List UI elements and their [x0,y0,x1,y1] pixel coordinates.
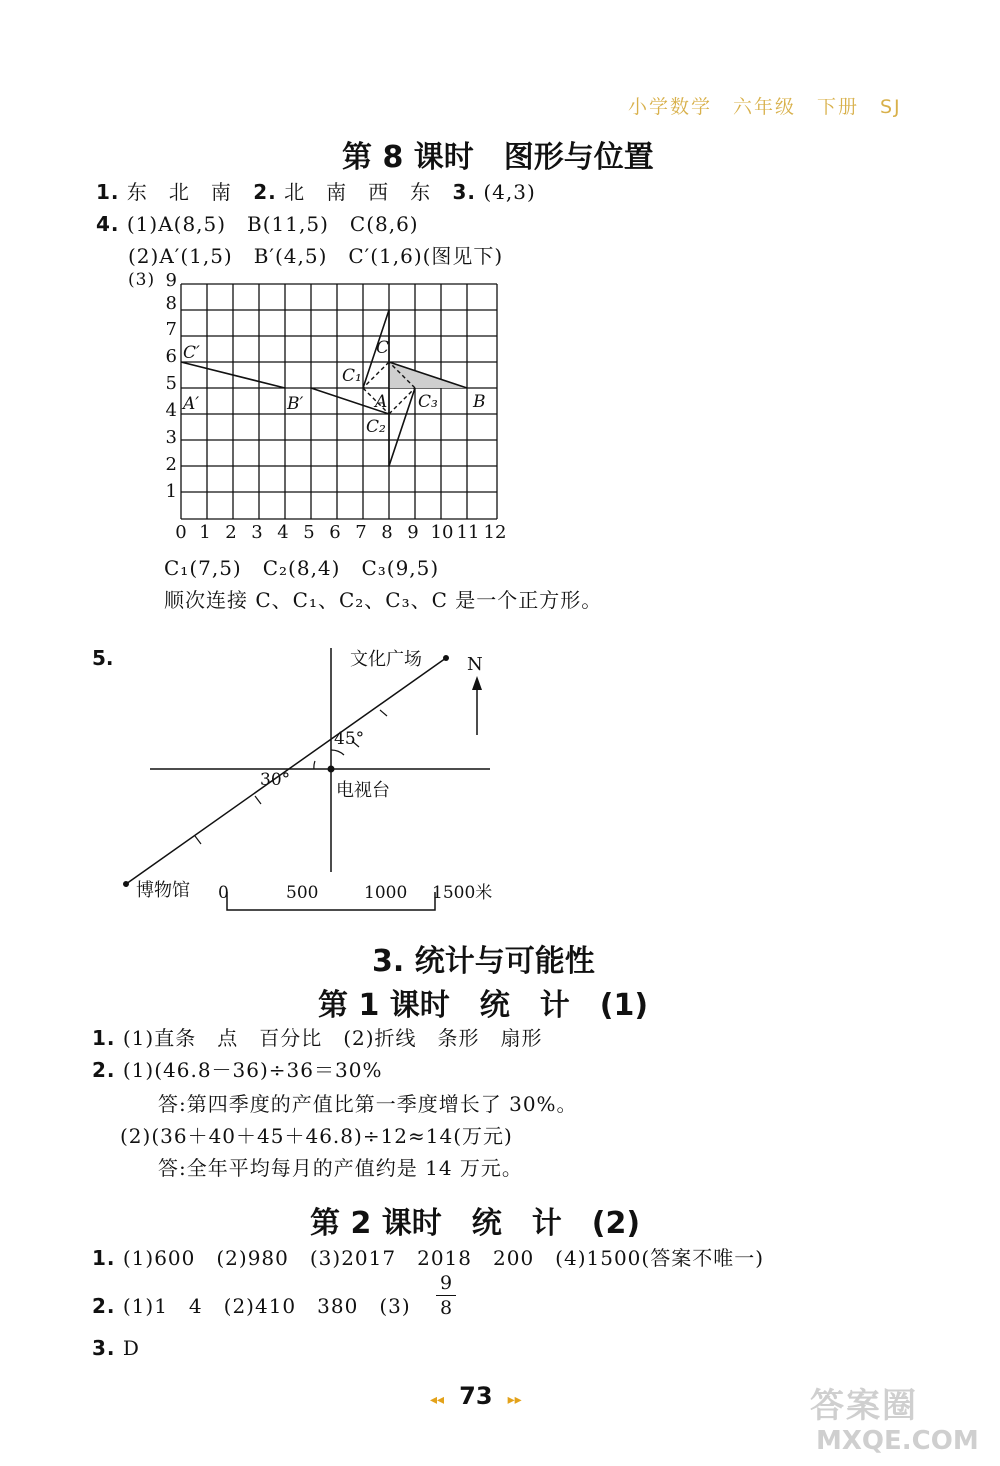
x-tick: 6 [329,522,341,543]
l1-q2-answer1: 答:第四季度的产值比第一季度增长了 30%。 [158,1092,578,1116]
label-b: B [473,392,486,412]
y-tick: 9 [165,272,177,291]
l2-q2-fraction [436,1272,456,1319]
l2-q2-number: 2. [92,1294,116,1318]
grid-lines [181,284,497,519]
x-axis-ticks [175,522,506,543]
l1-q2-part2: (2)(36＋40＋45＋46.8)÷12≈14(万元) [120,1124,513,1148]
l2-q3-answer: D [122,1336,140,1360]
l1-q2-answer2: 答:全年平均每月的产值约是 14 万元。 [158,1156,523,1180]
tv-station-point [328,766,335,773]
page-header: 小学数学 六年级 下册 SJ [628,96,902,118]
q4-conclusion: 顺次连接 C、C₁、C₂、C₃、C 是一个正方形。 [164,588,603,612]
x-tick: 5 [303,522,315,543]
y-tick: 1 [165,481,177,502]
north-label: N [467,654,483,675]
x-tick: 1 [199,522,211,543]
x-tick: 0 [175,522,187,543]
x-tick: 3 [251,522,263,543]
label-c-prime: C′ [183,343,200,363]
label-c1: C₁ [342,366,362,386]
tv-station-label: 电视台 [336,780,390,801]
coordinate-grid-figure [150,272,530,547]
x-tick: 9 [407,522,419,543]
x-tick: 12 [483,522,507,543]
q4-number: 4. [96,212,120,236]
direction-map-figure [110,640,510,925]
q4-part1: (1)A(8,5) B(11,5) C(8,6) [126,212,419,236]
label-c: C [376,338,390,358]
label-c3: C₃ [418,392,438,412]
map-axes [126,648,493,910]
q4-part3-label: (3) [128,270,156,290]
y-tick: 4 [165,400,177,421]
x-tick: 8 [381,522,393,543]
l2-q2-answer: (1)1 4 (2)410 380 (3) [122,1294,411,1318]
museum-label: 博物馆 [136,880,190,901]
page-number: 73 [459,1382,493,1410]
q1-number: 1. [96,180,120,204]
answer-line-q1-q3 [96,176,536,205]
chapter-title-statistics: 3. 统计与可能性 [372,944,595,979]
y-axis-ticks [166,272,177,502]
label-b-prime: B′ [287,394,304,414]
x-tick: 7 [355,522,367,543]
q2-number: 2. [253,180,277,204]
fraction-numerator: 9 [439,1272,453,1294]
q3-answer: (4,3) [483,180,536,204]
l1-q2-line [92,1054,382,1083]
answer-line-q4-1 [96,208,419,237]
left-arrows-icon: ◂◂ [430,1392,445,1408]
l1-q1-line [92,1022,543,1051]
north-arrow-icon [472,676,482,690]
fraction-denominator: 8 [439,1297,453,1319]
l2-q1-answer: (1)600 (2)980 (3)2017 2018 200 (4)1500(答案不唯一) [122,1246,765,1270]
l2-q1-line [92,1242,764,1271]
section-title-lesson1: 第 1 课时 统 计 (1) [318,988,649,1023]
scale-label: 500 [286,883,319,903]
label-a-prime: A′ [183,394,200,414]
q3-number: 3. [452,180,476,204]
q5-number: 5. [92,646,114,670]
x-tick: 10 [430,522,454,543]
scale-label: 1500米 [432,883,493,903]
culture-square-point [443,655,449,661]
l2-q3-number: 3. [92,1336,116,1360]
section-title-lesson8: 第 8 课时 图形与位置 [342,140,654,175]
l2-q2-line [92,1290,411,1319]
culture-square-label: 文化广场 [350,649,422,670]
l1-q2-number: 2. [92,1058,116,1082]
q2-answer: 北 南 西 东 [284,180,432,204]
angle-45-label: 45° [334,729,365,749]
l2-q3-line [92,1336,140,1360]
y-tick: 3 [165,427,177,448]
fraction-bar [436,1295,456,1296]
y-tick: 5 [165,373,177,394]
label-a: A [375,392,388,412]
l1-q1-number: 1. [92,1026,116,1050]
right-arrows-icon: ▸▸ [507,1392,522,1408]
l2-q1-number: 1. [92,1246,116,1270]
y-tick: 8 [165,293,177,314]
scale-label: 1000 [364,883,408,903]
watermark-logo: 答案圈 [810,1386,918,1426]
x-tick: 4 [277,522,289,543]
angle-30-label: 30° [260,770,291,790]
y-tick: 2 [165,454,177,475]
watermark-url: MXQE.COM [816,1426,979,1456]
q1-answer: 东 北 南 [126,180,232,204]
l1-q2-part1: (1)(46.8－36)÷36＝30% [122,1058,383,1082]
q4-part2: (2)A′(1,5) B′(4,5) C′(1,6)(图见下) [128,244,504,268]
y-tick: 6 [165,346,177,367]
section-title-lesson2: 第 2 课时 统 计 (2) [310,1206,641,1241]
x-tick: 11 [456,522,480,543]
label-c2: C₂ [366,417,386,437]
y-tick: 7 [165,319,177,340]
scale-label: 0 [218,883,229,903]
page-footer [430,1382,522,1410]
l1-q1-answer: (1)直条 点 百分比 (2)折线 条形 扇形 [122,1026,543,1050]
x-tick: 2 [225,522,237,543]
q4-square-coords: C₁(7,5) C₂(8,4) C₃(9,5) [164,556,440,580]
museum-point [123,881,129,887]
